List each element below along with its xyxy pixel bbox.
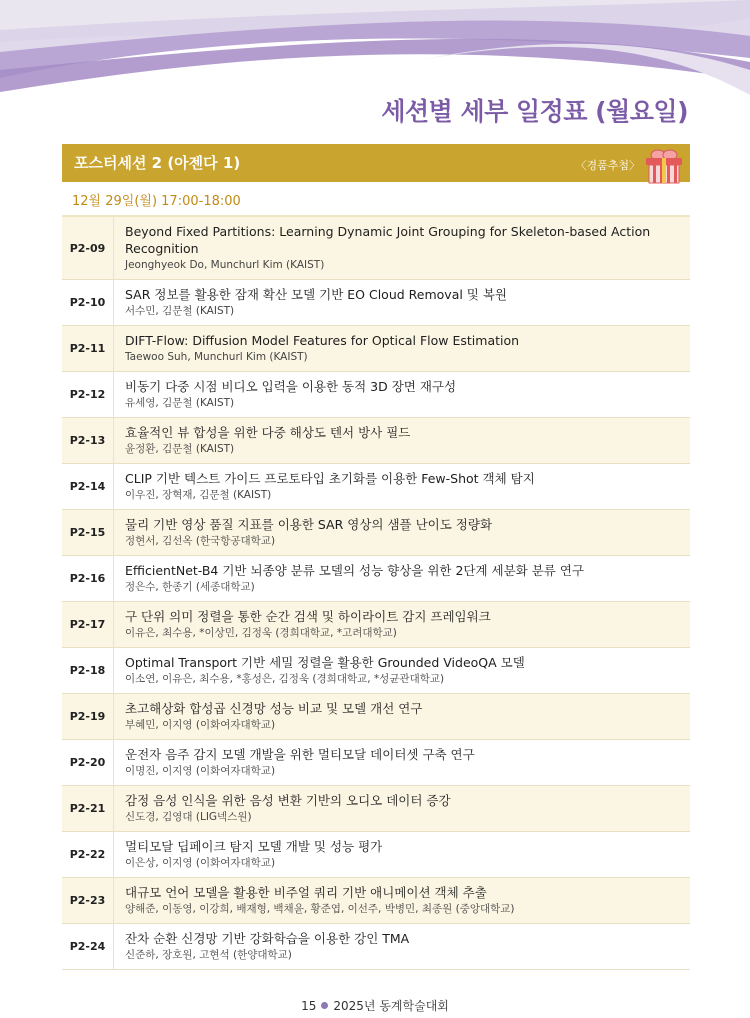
paper-authors: 이명진, 이지영 (이화여자대학교) [125,765,276,777]
paper-title: EfficientNet-B4 기반 뇌종양 분류 모델의 성능 향상을 위한 2단계 세분화 분류 연구 [125,563,584,578]
paper-authors: 정현서, 김선옥 (한국항공대학교) [125,535,276,547]
paper-code: P2-23 [62,878,114,923]
paper-info [114,510,690,555]
paper-title: 잔차 순환 신경망 기반 강화학습을 이용한 강인 TMA [125,931,410,946]
paper-code: P2-09 [62,217,114,279]
paper-title: SAR 정보를 활용한 잠재 확산 모델 기반 EO Cloud Removal 및 복원 [125,287,507,302]
paper-info [114,878,690,923]
paper-code: P2-10 [62,280,114,325]
paper-info [114,648,690,693]
paper-title: 멀티모달 딥페이크 탐지 모델 개발 및 성능 평가 [125,839,383,854]
table-row [62,786,690,832]
table-row [62,510,690,556]
event-name: 2025년 동계학술대회 [333,999,449,1013]
table-row [62,602,690,648]
paper-code: P2-15 [62,510,114,555]
paper-info [114,694,690,739]
paper-info [114,740,690,785]
poster-schedule-table [62,215,690,970]
page-number: 15 [301,999,317,1013]
paper-info [114,924,690,969]
table-row [62,280,690,326]
table-row [62,215,690,280]
paper-title: 효율적인 뷰 합성을 위한 다중 해상도 텐서 방사 필드 [125,425,411,440]
paper-authors: 서수민, 김문철 (KAIST) [125,305,235,317]
paper-code: P2-21 [62,786,114,831]
paper-info [114,217,690,279]
paper-info [114,464,690,509]
session-date-time: 12월 29일(월) 17:00-18:00 [72,194,241,209]
paper-info [114,786,690,831]
paper-authors: 유세영, 김문철 (KAIST) [125,397,235,409]
paper-title: 대규모 언어 모델을 활용한 비주얼 쿼리 기반 애니메이션 객체 추출 [125,885,487,900]
paper-authors: Jeonghyeok Do, Munchurl Kim (KAIST) [125,259,325,271]
paper-code: P2-16 [62,556,114,601]
table-row [62,418,690,464]
header-wave-decoration [0,0,750,100]
paper-authors: 신준하, 장호원, 고현석 (한양대학교) [125,949,292,961]
gift-box-icon [642,148,686,184]
paper-title: Optimal Transport 기반 세밀 정렬을 활용한 Grounded VideoQA 모델 [125,655,525,670]
paper-title: DIFT-Flow: Diffusion Model Features for Optical Flow Estimation [125,333,520,348]
session-header-bar [62,144,690,182]
paper-authors: 이소연, 이유은, 최수용, *홍성은, 김정욱 (경희대학교, *성균관대학교) [125,673,445,685]
table-row [62,372,690,418]
paper-title: 구 단위 의미 정렬을 통한 순간 검색 및 하이라이트 감지 프레임워크 [125,609,491,624]
paper-title: 감정 음성 인식을 위한 음성 변환 기반의 오디오 데이터 증강 [125,793,451,808]
table-row [62,694,690,740]
paper-code: P2-22 [62,832,114,877]
paper-info [114,372,690,417]
table-row [62,556,690,602]
paper-title: 비동기 다중 시점 비디오 입력을 이용한 동적 3D 장면 재구성 [125,379,457,394]
table-row [62,740,690,786]
table-row [62,464,690,510]
paper-authors: 이유은, 최수용, *이상민, 김정욱 (경희대학교, *고려대학교) [125,627,397,639]
paper-code: P2-24 [62,924,114,969]
paper-code: P2-13 [62,418,114,463]
paper-authors: 신도경, 김영대 (LIG넥스원) [125,811,252,823]
session-title: 포스터세션 2 (아젠다 1) [74,154,241,172]
paper-info [114,832,690,877]
paper-authors: 윤정환, 김문철 (KAIST) [125,443,235,455]
paper-authors: 양해준, 이동영, 이강희, 배재형, 백채윤, 황준엽, 이선주, 박병민, 최종원 (중앙대학교) [125,903,515,915]
paper-code: P2-12 [62,372,114,417]
paper-authors: 정은수, 한종기 (세종대학교) [125,581,255,593]
paper-authors: 이우진, 장혁재, 김문철 (KAIST) [125,489,272,501]
paper-title: 물리 기반 영상 품질 지표를 이용한 SAR 영상의 샘플 난이도 정량화 [125,517,493,532]
paper-code: P2-14 [62,464,114,509]
paper-info [114,602,690,647]
paper-info [114,326,690,371]
paper-title: CLIP 기반 텍스트 가이드 프로토타입 초기화를 이용한 Few-Shot 객체 탐지 [125,471,535,486]
paper-title: Beyond Fixed Partitions: Learning Dynamic Joint Grouping for Skeleton-based Action Recognition [125,224,651,256]
paper-code: P2-20 [62,740,114,785]
paper-authors: Taewoo Suh, Munchurl Kim (KAIST) [125,351,308,363]
table-row [62,648,690,694]
paper-title: 초고해상화 합성곱 신경망 성능 비교 및 모델 개선 연구 [125,701,423,716]
paper-code: P2-19 [62,694,114,739]
bullet-dot-icon [321,1002,328,1009]
page-footer [0,997,750,1014]
paper-info [114,418,690,463]
paper-info [114,556,690,601]
table-row [62,326,690,372]
paper-title: 운전자 음주 감지 모델 개발을 위한 멀티모달 데이터셋 구축 연구 [125,747,475,762]
paper-authors: 부혜민, 이지영 (이화여자대학교) [125,719,276,731]
paper-info [114,280,690,325]
prize-draw-label: 〈경품추첨〉 [575,159,640,172]
paper-code: P2-11 [62,326,114,371]
paper-code: P2-17 [62,602,114,647]
table-row [62,832,690,878]
table-row [62,924,690,970]
paper-authors: 이은상, 이지영 (이화여자대학교) [125,857,276,869]
page-title: 세션별 세부 일정표 (월요일) [381,97,688,126]
table-row [62,878,690,924]
paper-code: P2-18 [62,648,114,693]
